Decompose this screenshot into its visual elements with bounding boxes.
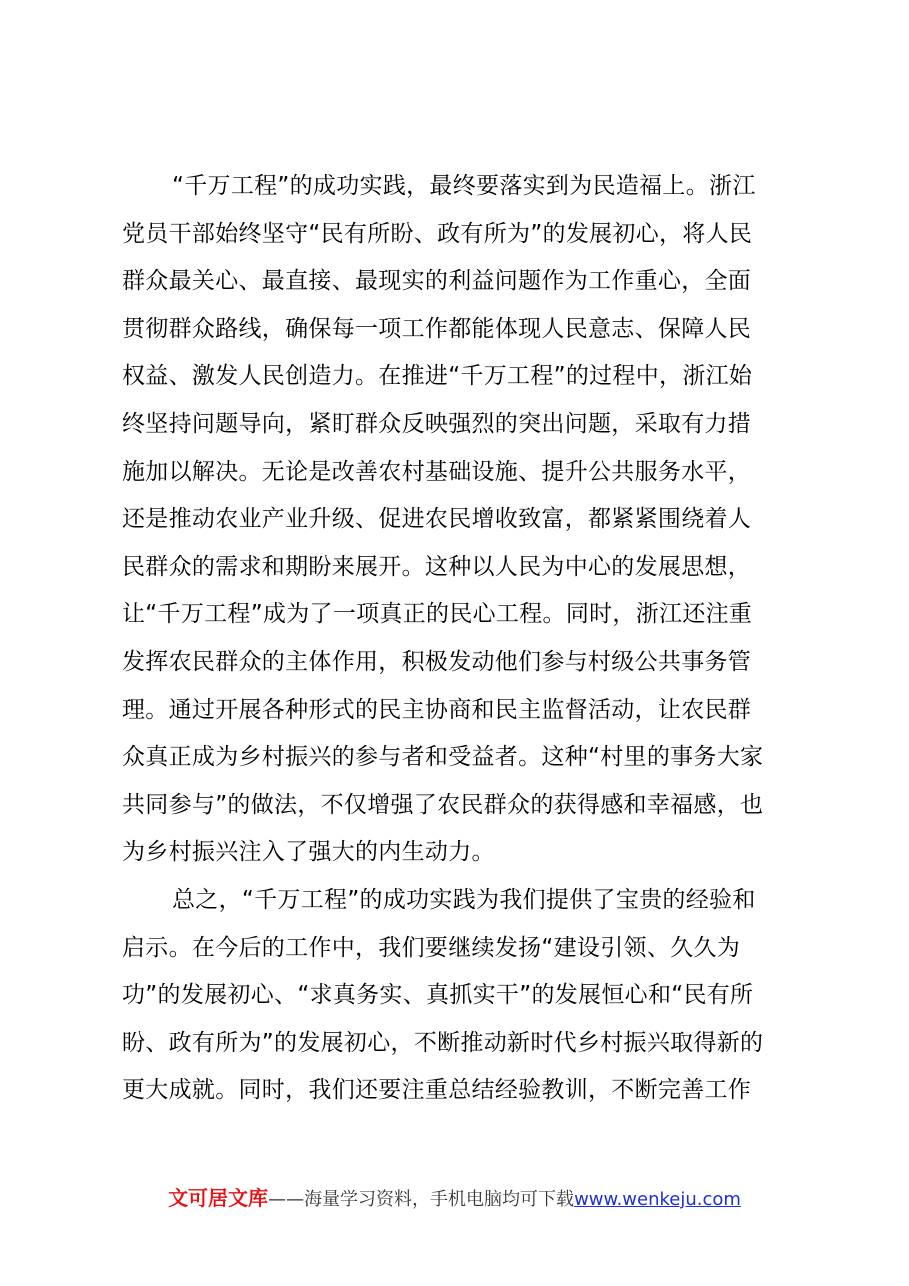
paragraph-1-line-5: 权益、激发人民创造力。在推进“千万工程”的过程中，浙江始 — [122, 363, 753, 390]
document-body — [122, 163, 799, 1115]
paragraph-1-line-6: 终坚持问题导向，紧盯群众反映强烈的突出问题，采取有力措 — [122, 410, 752, 437]
paragraph-1-line-8: 还是推动农业产业升级、促进农民增收致富，都紧紧围绕着人 — [122, 506, 752, 533]
paragraph-1-line-11: 发挥农民群众的主体作用，积极发动他们参与村级公共事务管 — [122, 648, 752, 675]
paragraph-2-line-2: 启示。在今后的工作中，我们要继续发扬“建设引领、久久为 — [122, 934, 741, 961]
paragraph-1-line-12: 理。通过开展各种形式的民主协商和民主监督活动，让农民群 — [122, 696, 752, 723]
paragraph-2-line-3: 功”的发展初心、“求真务实、真抓实干”的发展恒心和“民有所 — [122, 982, 754, 1009]
paragraph-1-line-9: 民群众的需求和期盼来展开。这种以人民为中心的发展思想， — [122, 553, 752, 580]
paragraph-1-line-7: 施加以解决。无论是改善农村基础设施、提升公共服务水平， — [122, 458, 752, 485]
paragraph-1-line-4: 贯彻群众路线，确保每一项工作都能体现人民意志、保障人民 — [122, 315, 752, 342]
paragraph-1-line-3: 群众最关心、最直接、最现实的利益问题作为工作重心，全面 — [122, 268, 752, 295]
footer-link[interactable]: www.wenkeju.com — [574, 1189, 741, 1210]
footer-banner — [0, 1180, 909, 1216]
paragraph-1-line-14: 共同参与”的做法，不仅增强了农民群众的获得感和幸福感，也 — [122, 791, 764, 818]
paragraph-2-line-4: 盼、政有所为”的发展初心，不断推动新时代乡村振兴取得新的 — [122, 1029, 764, 1056]
footer-slogan: ——海量学习资料，手机电脑均可下载 — [268, 1189, 575, 1210]
paragraph-1-line-2: 党员干部始终坚守“民有所盼、政有所为”的发展初心，将人民 — [122, 220, 753, 247]
paragraph-1-line-10: 让“千万工程”成为了一项真正的民心工程。同时，浙江还注重 — [122, 601, 753, 628]
paragraph-1-line-13: 众真正成为乡村振兴的参与者和受益者。这种“村里的事务大家 — [122, 744, 764, 771]
footer-brand: 文可居文库 — [168, 1186, 269, 1210]
paragraph-1-line-15: 为乡村振兴注入了强大的内生动力。 — [122, 839, 495, 866]
paragraph-2-line-5: 更大成就。同时，我们还要注重总结经验教训，不断完善工作 — [122, 1077, 752, 1104]
paragraph-1-line-1: “千万工程”的成功实践，最终要落实到为民造福上。浙江 — [172, 173, 756, 199]
paragraph-2-line-1: 总之，“千万工程”的成功实践为我们提供了宝贵的经验和 — [172, 886, 756, 913]
